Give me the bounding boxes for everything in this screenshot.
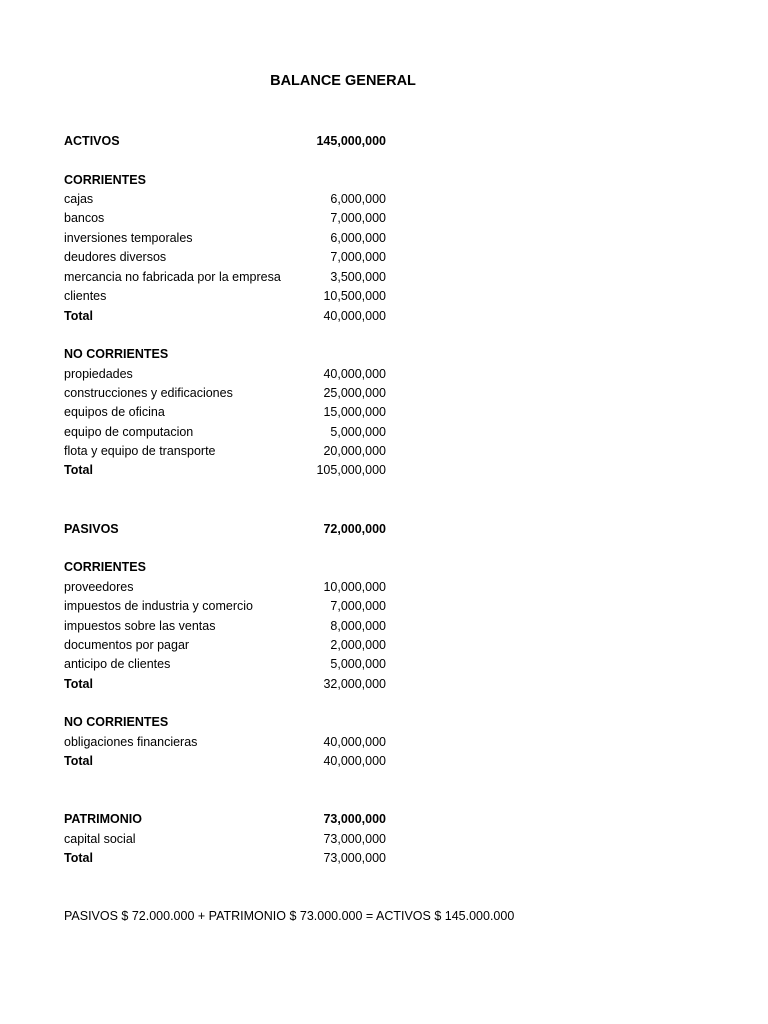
list-item: impuestos sobre las ventas 8,000,000 [64, 619, 386, 633]
list-item: deudores diversos 7,000,000 [64, 250, 386, 264]
list-item: flota y equipo de transporte 20,000,000 [64, 444, 386, 458]
list-item: clientes 10,500,000 [64, 289, 386, 303]
activos-total: 145,000,000 [316, 134, 386, 148]
list-item: obligaciones financieras 40,000,000 [64, 735, 386, 749]
accounting-equation: PASIVOS $ 72.000.000 + PATRIMONIO $ 73.000.000 = ACTIVOS $ 145.000.000 [64, 909, 515, 923]
activos-header-row [64, 132, 386, 151]
list-item: capital social 73,000,000 [64, 832, 386, 846]
activos-corrientes-heading: CORRIENTES [64, 173, 146, 187]
list-item: mercancia no fabricada por la empresa 3,500,000 [64, 270, 386, 284]
list-item: inversiones temporales 6,000,000 [64, 231, 386, 245]
page-title: BALANCE GENERAL [270, 73, 416, 89]
activos-no-corrientes-heading: NO CORRIENTES [64, 347, 169, 361]
pasivos-no-corrientes-total-row: Total 40,000,000 [64, 754, 386, 768]
list-item: cajas 6,000,000 [64, 192, 386, 206]
list-item: bancos 7,000,000 [64, 211, 386, 225]
pasivos-corrientes-heading: CORRIENTES [64, 560, 146, 574]
list-item: equipo de computacion 5,000,000 [64, 425, 386, 439]
list-item: anticipo de clientes 5,000,000 [64, 657, 386, 671]
list-item: impuestos de industria y comercio 7,000,000 [64, 599, 386, 613]
list-item: equipos de oficina 15,000,000 [64, 405, 386, 419]
activos-no-corrientes-total-row: Total 105,000,000 [64, 463, 386, 477]
pasivos-label: PASIVOS [64, 522, 119, 536]
pasivos-total: 72,000,000 [323, 522, 386, 536]
patrimonio-total-row: Total 73,000,000 [64, 851, 386, 865]
pasivos-corrientes-total-row: Total 32,000,000 [64, 677, 386, 691]
patrimonio-total: 73,000,000 [323, 812, 386, 826]
activos-label: ACTIVOS [64, 134, 120, 148]
patrimonio-header-row [64, 810, 386, 829]
patrimonio-label: PATRIMONIO [64, 812, 143, 826]
list-item: propiedades 40,000,000 [64, 367, 386, 381]
list-item: construcciones y edificaciones 25,000,000 [64, 386, 386, 400]
list-item: documentos por pagar 2,000,000 [64, 638, 386, 652]
list-item: proveedores 10,000,000 [64, 580, 386, 594]
pasivos-no-corrientes-heading: NO CORRIENTES [64, 715, 169, 729]
pasivos-header-row [64, 520, 386, 539]
activos-corrientes-total-row: Total 40,000,000 [64, 309, 386, 323]
